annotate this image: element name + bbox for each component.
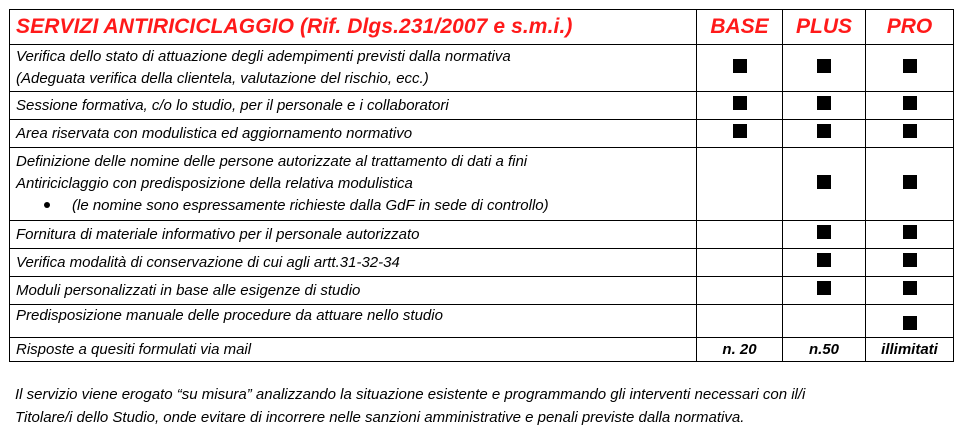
filled-square-icon bbox=[817, 96, 831, 110]
service-description-line: Predisposizione manuale delle procedure da attuare nello studio bbox=[16, 307, 443, 324]
base-cell bbox=[697, 120, 783, 148]
table-title: SERVIZI ANTIRICICLAGGIO (Rif. Dlgs.231/2007 e s.m.i.) bbox=[10, 10, 697, 45]
filled-square-icon bbox=[903, 225, 917, 239]
service-description-line: Moduli personalizzati in base alle esigenze di studio bbox=[16, 281, 361, 299]
filled-square-icon bbox=[903, 281, 917, 295]
plan-header-pro: PRO bbox=[866, 10, 954, 45]
plus-cell bbox=[783, 305, 866, 338]
base-cell bbox=[697, 92, 783, 120]
base-cell bbox=[697, 249, 783, 277]
filled-square-icon bbox=[817, 253, 831, 267]
service-description-line: Verifica modalità di conservazione di cui agli artt.31-32-34 bbox=[16, 253, 400, 271]
quota-base: n. 20 bbox=[697, 338, 783, 362]
service-description-line: (Adeguata verifica della clientela, valutazione del rischio, ecc.) bbox=[16, 70, 429, 87]
table-row bbox=[10, 249, 954, 277]
filled-square-icon bbox=[733, 96, 747, 110]
pro-cell bbox=[866, 45, 954, 92]
table-row bbox=[10, 120, 954, 148]
plus-cell bbox=[783, 92, 866, 120]
filled-square-icon bbox=[903, 96, 917, 110]
plan-header-plus: PLUS bbox=[783, 10, 866, 45]
table-row bbox=[10, 277, 954, 305]
filled-square-icon bbox=[903, 59, 917, 73]
plus-cell bbox=[783, 45, 866, 92]
base-cell bbox=[697, 305, 783, 338]
base-cell bbox=[697, 221, 783, 249]
plus-cell bbox=[783, 221, 866, 249]
service-description bbox=[10, 92, 697, 120]
plus-cell bbox=[783, 249, 866, 277]
service-description bbox=[10, 148, 697, 221]
service-description-line: Definizione delle nomine delle persone autorizzate al trattamento di dati a fini bbox=[16, 153, 528, 170]
table-row bbox=[10, 92, 954, 120]
service-description bbox=[10, 305, 697, 338]
plan-header-base: BASE bbox=[697, 10, 783, 45]
service-description bbox=[10, 249, 697, 277]
plus-cell bbox=[783, 120, 866, 148]
footnote bbox=[15, 383, 955, 429]
pro-cell bbox=[866, 92, 954, 120]
base-cell bbox=[697, 277, 783, 305]
service-description-line: Verifica dello stato di attuazione degli adempimenti previsti dalla normativa bbox=[16, 48, 511, 65]
plus-cell bbox=[783, 277, 866, 305]
table-row bbox=[10, 221, 954, 249]
filled-square-icon bbox=[903, 253, 917, 267]
pro-cell bbox=[866, 277, 954, 305]
service-description-line: Area riservata con modulistica ed aggiornamento normativo bbox=[16, 124, 413, 142]
table-row bbox=[10, 338, 954, 362]
footnote-line: Il servizio viene erogato “su misura” analizzando la situazione esistente e programmando gli interventi necessari con il/i bbox=[15, 386, 806, 403]
filled-square-icon bbox=[817, 281, 831, 295]
filled-square-icon bbox=[903, 124, 917, 138]
table-row bbox=[10, 45, 954, 92]
service-description-line: Sessione formativa, c/o lo studio, per il personale e i collaboratori bbox=[16, 96, 449, 114]
pro-cell bbox=[866, 305, 954, 338]
pro-cell bbox=[866, 249, 954, 277]
pro-cell bbox=[866, 221, 954, 249]
filled-square-icon bbox=[903, 316, 917, 330]
filled-square-icon bbox=[733, 124, 747, 138]
service-description bbox=[10, 45, 697, 92]
filled-square-icon bbox=[817, 59, 831, 73]
base-cell bbox=[697, 148, 783, 221]
table-header-row bbox=[10, 10, 954, 45]
service-description bbox=[10, 277, 697, 305]
base-cell bbox=[697, 45, 783, 92]
footnote-line: Titolare/i dello Studio, onde evitare di incorrere nelle sanzioni amministrative e penali previste dalla normativa. bbox=[15, 409, 745, 426]
pro-cell bbox=[866, 120, 954, 148]
quota-plus: n.50 bbox=[783, 338, 866, 362]
filled-square-icon bbox=[903, 175, 917, 189]
filled-square-icon bbox=[733, 59, 747, 73]
bullet-dot-icon bbox=[44, 202, 50, 208]
filled-square-icon bbox=[817, 175, 831, 189]
service-description-line: Antiriciclaggio con predisposizione della relativa modulistica bbox=[16, 175, 413, 192]
quota-pro: illimitati bbox=[866, 338, 954, 362]
bullet-item bbox=[16, 195, 690, 217]
bullet-text: (le nomine sono espressamente richieste dalla GdF in sede di controllo) bbox=[72, 197, 549, 214]
table-row bbox=[10, 305, 954, 338]
service-description-line: Fornitura di materiale informativo per il personale autorizzato bbox=[16, 225, 420, 243]
quota-label: Risposte a quesiti formulati via mail bbox=[10, 338, 697, 362]
filled-square-icon bbox=[817, 225, 831, 239]
filled-square-icon bbox=[817, 124, 831, 138]
pro-cell bbox=[866, 148, 954, 221]
services-table bbox=[9, 9, 954, 362]
table-row bbox=[10, 148, 954, 221]
service-description bbox=[10, 221, 697, 249]
service-description bbox=[10, 120, 697, 148]
plus-cell bbox=[783, 148, 866, 221]
